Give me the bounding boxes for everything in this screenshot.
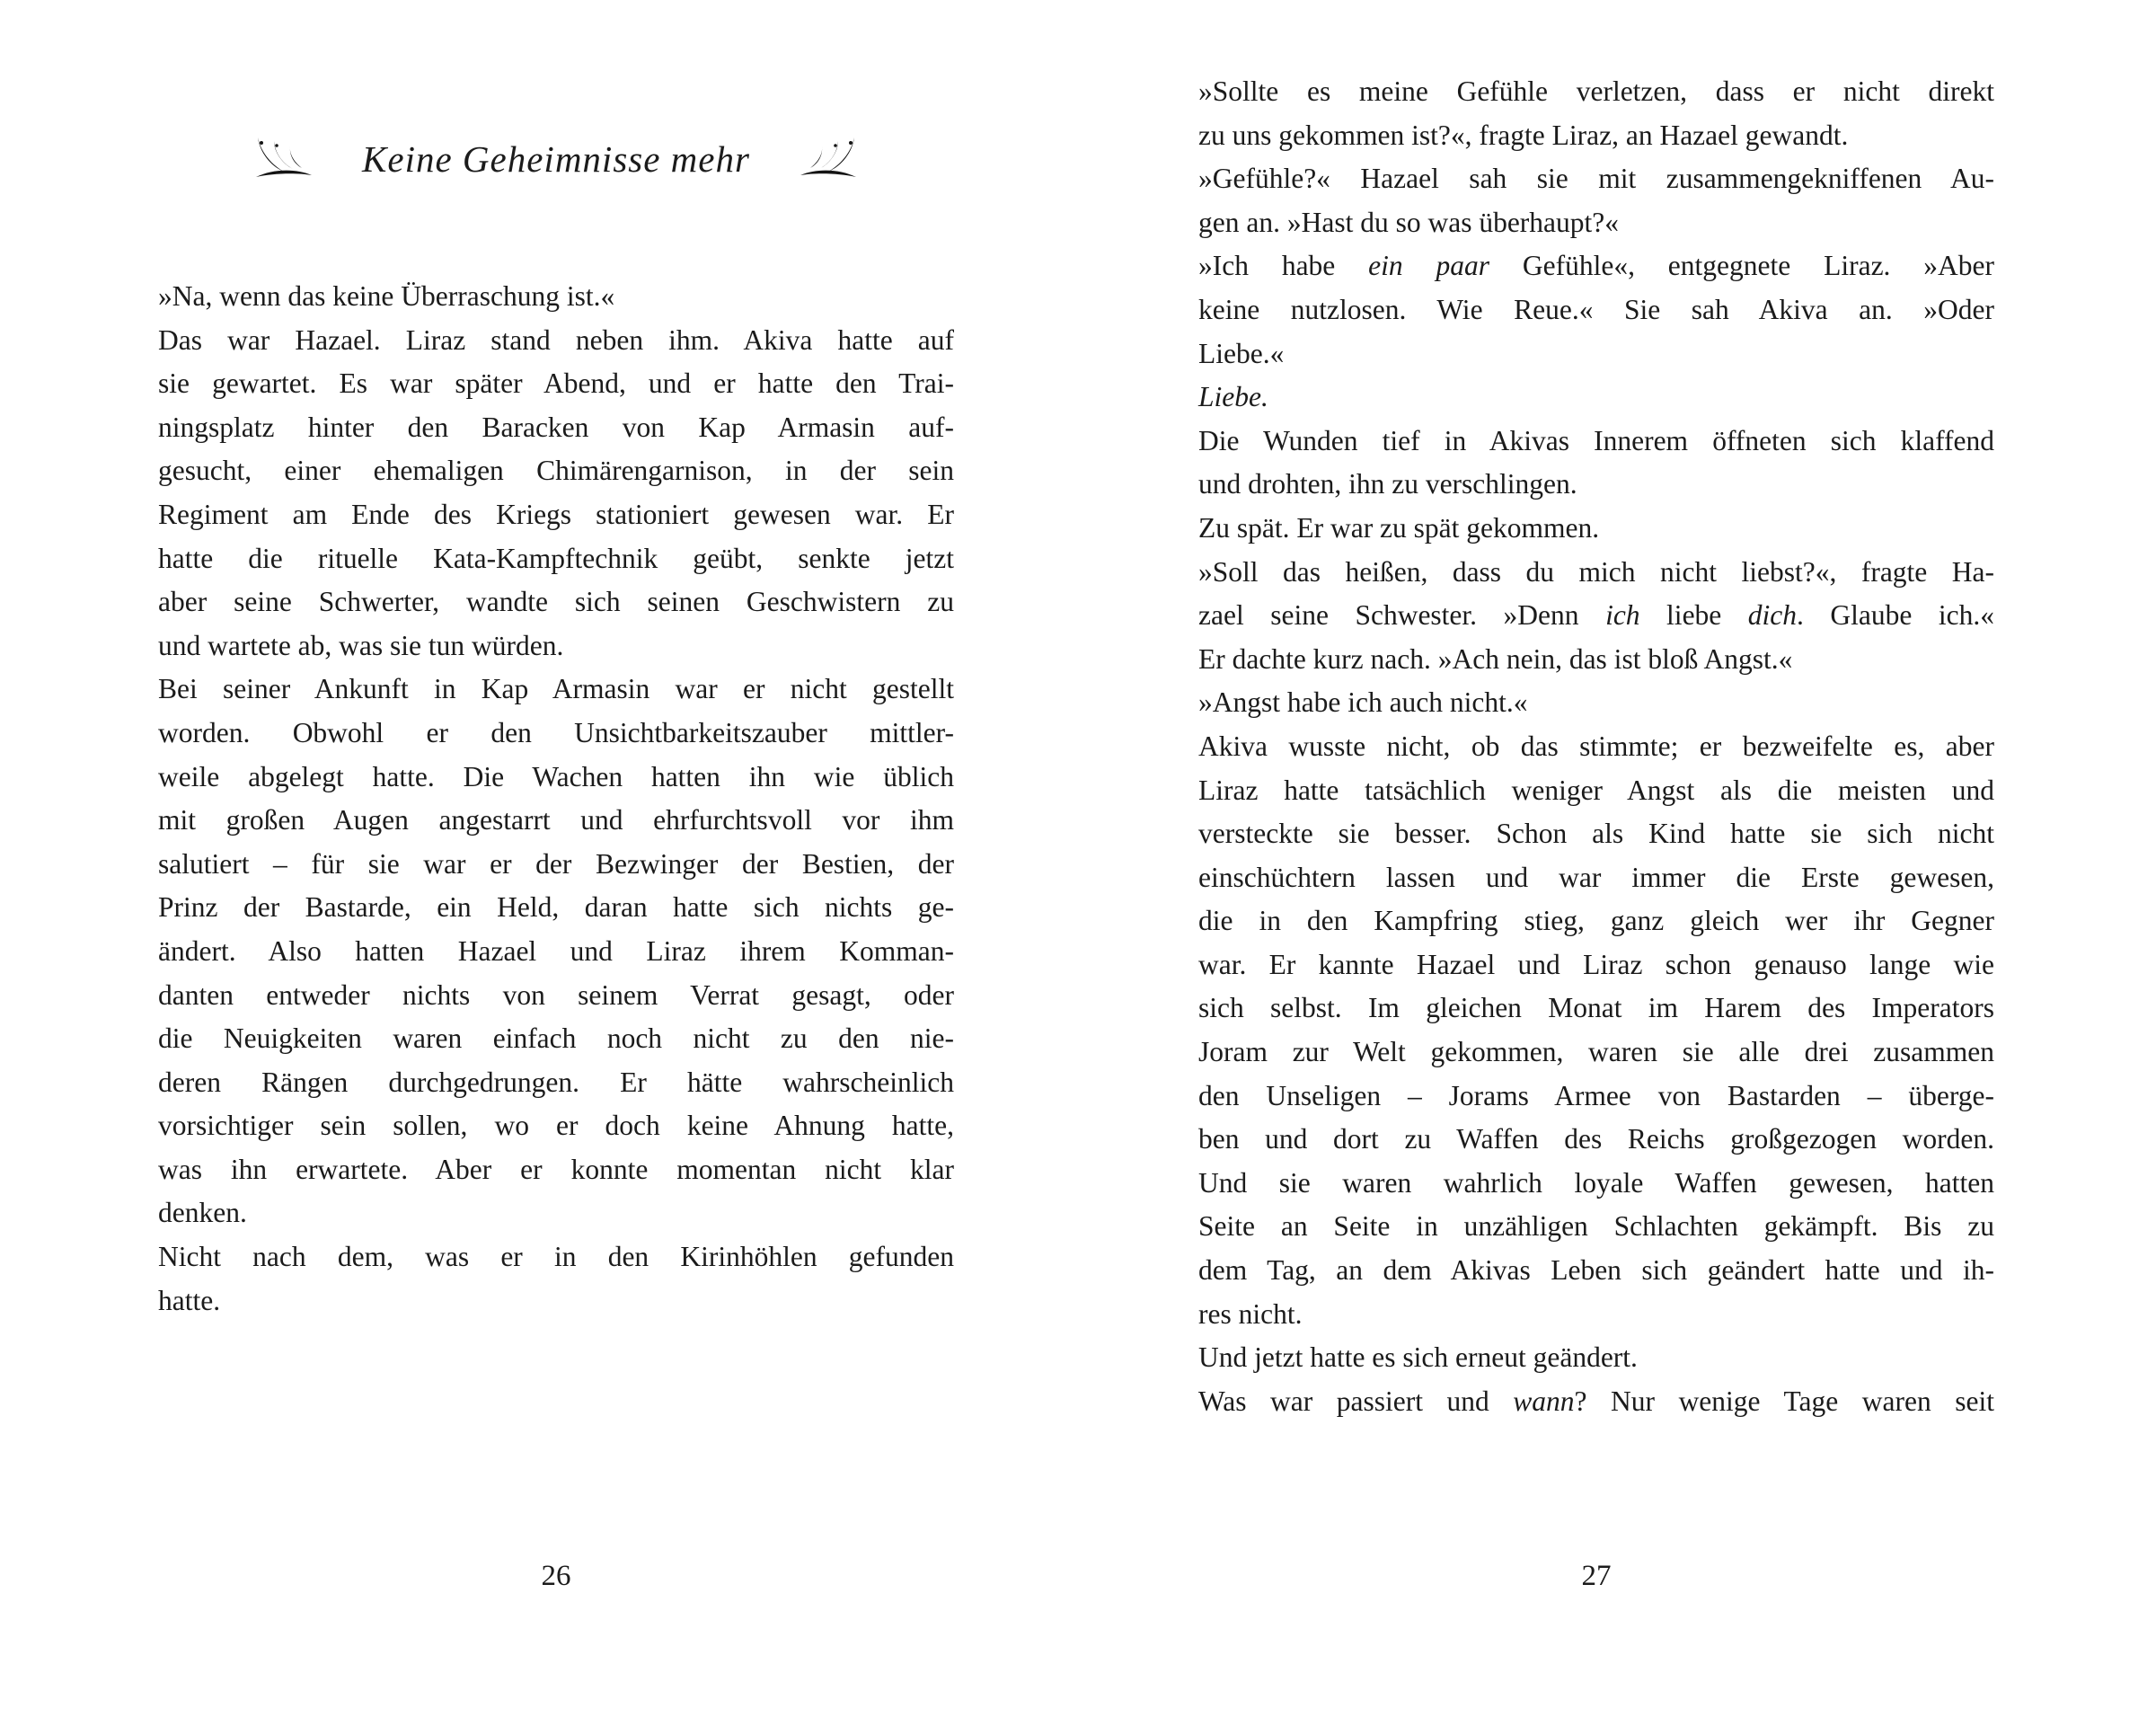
text-line: worden. Obwohl er den Unsichtbarkeitszauber mittler- (158, 716, 954, 748)
text-line: Er dachte kurz nach. »Ach nein, das ist bloß Angst.« (1198, 642, 1793, 675)
text-line: den Unseligen – Jorams Armee von Bastarden – überge- (1198, 1079, 1994, 1111)
text-line: Nicht nach dem, was er in den Kirinhöhlen gefunden (158, 1241, 954, 1273)
text-line: und drohten, ihn zu verschlingen. (1198, 468, 1577, 500)
text-line: »Sollte es meine Gefühle verletzen, dass er nicht direkt (1198, 75, 1994, 107)
text-line: hatte die rituelle Kata-Kampftechnik geübt, senkte jetzt (158, 542, 954, 574)
text-line: die in den Kampfring stieg, ganz gleich wer ihr Gegner (1198, 905, 1994, 937)
text-line: denken. (158, 1197, 247, 1229)
text-line: Liraz hatte tatsächlich weniger Angst als die meisten und (1198, 774, 1994, 806)
text-line: »Angst habe ich auch nicht.« (1198, 686, 1528, 719)
text-line: versteckte sie besser. Schon als Kind hatte sie sich nicht (1198, 818, 1994, 850)
chapter-ornament-left-icon (254, 135, 314, 183)
text-line: vorsichtiger sein sollen, wo er doch keine Ahnung hatte, (158, 1110, 954, 1142)
text-line: und wartete ab, was sie tun würden. (158, 629, 564, 661)
text-line: Akiva wusste nicht, ob das stimmte; er bezweifelte es, aber (1198, 730, 1994, 762)
text-line: sie gewartet. Es war später Abend, und er hatte den Trai- (158, 367, 954, 400)
text-line: Liebe.« (1198, 337, 1285, 369)
text-line: aber seine Schwerter, wandte sich seinen Geschwistern zu (158, 586, 954, 618)
text-line: danten entweder nichts von seinem Verrat gesagt, oder (158, 978, 954, 1011)
text-line: einschüchtern lassen und war immer die Erste gewesen, (1198, 861, 1994, 893)
text-line: salutiert – für sie war er der Bezwinger der Bestien, der (158, 847, 954, 880)
text-line: Zu spät. Er war zu spät gekommen. (1198, 511, 1600, 544)
text-line: gesucht, einer ehemaligen Chimärengarnison, in der sein (158, 455, 954, 487)
text-line: dem Tag, an dem Akivas Leben sich geändert hatte und ih- (1198, 1254, 1994, 1287)
right-page-text (1198, 70, 1994, 1423)
text-line: gen an. »Hast du so was überhaupt?« (1198, 206, 1620, 238)
text-line: ben und dort zu Waffen des Reichs großgezogen worden. (1198, 1123, 1994, 1155)
text-line: Was war passiert und wann? Nur wenige Tage waren seit (1198, 1385, 1994, 1417)
chapter-heading (158, 135, 954, 183)
text-line: sich selbst. Im gleichen Monat im Harem des Imperators (1198, 992, 1994, 1024)
text-line: Seite an Seite in unzähligen Schlachten gekämpft. Bis zu (1198, 1210, 1994, 1243)
text-line: Joram zur Welt gekommen, waren sie alle drei zusammen (1198, 1036, 1994, 1068)
text-line: was ihn erwartete. Aber er konnte momentan nicht klar (158, 1153, 954, 1185)
text-line: zu uns gekommen ist?«, fragte Liraz, an Hazael gewandt. (1198, 119, 1849, 151)
text-line: Das war Hazael. Liraz stand neben ihm. Akiva hatte auf (158, 323, 954, 356)
text-line: zael seine Schwester. »Denn ich liebe dich. Glaube ich.« (1198, 599, 1995, 632)
text-line: keine nutzlosen. Wie Reue.« Sie sah Akiva an. »Oder (1198, 293, 1994, 325)
page-number-left: 26 (541, 1560, 571, 1592)
chapter-ornament-right-icon (799, 135, 858, 183)
left-page-text (158, 275, 954, 1323)
text-line: Und jetzt hatte es sich erneut geändert. (1198, 1341, 1638, 1374)
text-line: die Neuigkeiten waren einfach noch nicht zu den nie- (158, 1022, 954, 1055)
text-line: hatte. (158, 1284, 221, 1316)
text-line: deren Rängen durchgedrungen. Er hätte wahrscheinlich (158, 1066, 954, 1098)
page-number-right: 27 (1581, 1560, 1612, 1592)
text-line: Die Wunden tief in Akivas Innerem öffneten sich klaffend (1198, 424, 1994, 456)
text-line: »Na, wenn das keine Überraschung ist.« (158, 280, 615, 312)
text-line: Prinz der Bastarde, ein Held, daran hatte sich nichts ge- (158, 891, 954, 924)
text-line: ningsplatz hinter den Baracken von Kap Armasin auf- (158, 411, 954, 443)
text-line: Regiment am Ende des Kriegs stationiert gewesen war. Er (158, 498, 954, 530)
text-line: ändert. Also hatten Hazael und Liraz ihrem Komman- (158, 934, 954, 967)
text-line: Liebe. (1198, 381, 1268, 413)
text-line: res nicht. (1198, 1297, 1303, 1330)
text-line: Bei seiner Ankunft in Kap Armasin war er nicht gestellt (158, 673, 954, 705)
text-line: »Gefühle?« Hazael sah sie mit zusammengekniffenen Au- (1198, 163, 1994, 195)
text-line: »Ich habe ein paar Gefühle«, entgegnete Liraz. »Aber (1198, 250, 1994, 282)
text-line: weile abgelegt hatte. Die Wachen hatten ihn wie üblich (158, 760, 954, 792)
text-line: Und sie waren wahrlich loyale Waffen gewesen, hatten (1198, 1166, 1994, 1199)
chapter-title: Keine Geheimnisse mehr (362, 138, 750, 180)
text-line: »Soll das heißen, dass du mich nicht liebst?«, fragte Ha- (1198, 555, 1994, 588)
text-line: war. Er kannte Hazael und Liraz schon genauso lange wie (1198, 948, 1994, 980)
text-line: mit großen Augen angestarrt und ehrfurchtsvoll vor ihm (158, 804, 954, 836)
